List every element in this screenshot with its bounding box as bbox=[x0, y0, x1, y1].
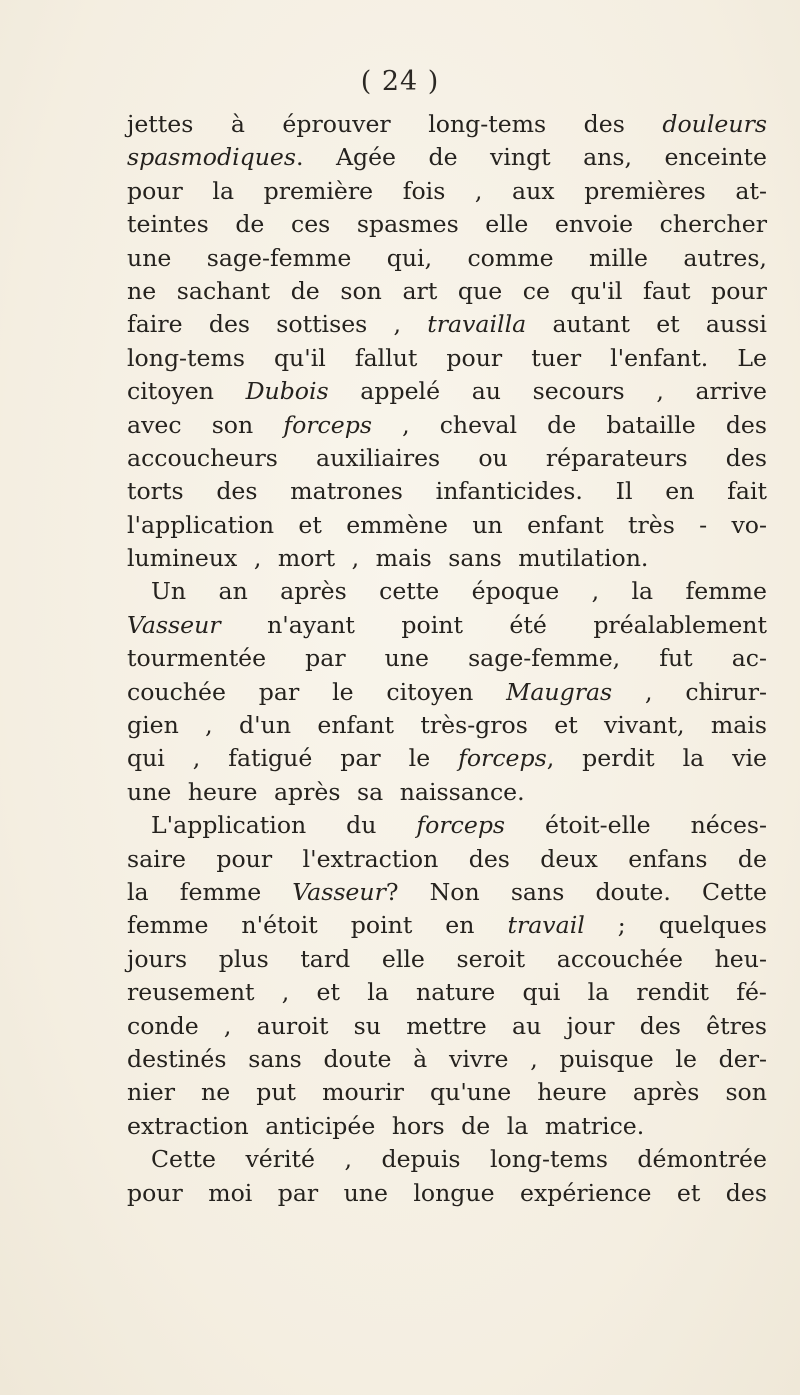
word: ou bbox=[478, 443, 508, 472]
word: qui, bbox=[386, 243, 433, 272]
word: le bbox=[675, 1044, 697, 1073]
word: étoit-elle bbox=[544, 811, 651, 840]
word: conde bbox=[127, 1011, 199, 1040]
word: la bbox=[631, 577, 654, 606]
word: vivant, bbox=[604, 711, 685, 740]
word: femme bbox=[127, 911, 209, 940]
word: chirur- bbox=[685, 677, 767, 706]
word: citoyen bbox=[386, 677, 474, 706]
word: couchée bbox=[127, 677, 226, 706]
word: pour bbox=[446, 343, 503, 372]
word: cette bbox=[379, 577, 440, 606]
word: enfans bbox=[628, 844, 708, 873]
word: , bbox=[591, 577, 600, 606]
text-line bbox=[127, 776, 767, 809]
text-line bbox=[127, 542, 767, 575]
word: été bbox=[509, 610, 547, 639]
word: travail bbox=[507, 911, 585, 940]
word: pour bbox=[127, 1178, 183, 1207]
word: fallut bbox=[354, 343, 418, 372]
word: citoyen bbox=[127, 377, 214, 406]
text-line bbox=[127, 141, 767, 174]
word: nature bbox=[416, 978, 496, 1007]
word: autant bbox=[552, 310, 630, 339]
word: par bbox=[258, 677, 300, 706]
word: sans bbox=[510, 877, 565, 906]
word: matrones bbox=[290, 477, 403, 506]
word: Maugras bbox=[506, 677, 613, 706]
word: put bbox=[256, 1078, 297, 1107]
word: chercher bbox=[659, 210, 767, 239]
word: des bbox=[725, 443, 767, 472]
word: en bbox=[665, 477, 695, 506]
word: , bbox=[205, 711, 213, 740]
word: faut bbox=[643, 276, 691, 305]
word: des bbox=[725, 410, 767, 439]
word: sage-femme bbox=[206, 243, 352, 272]
word: , bbox=[530, 1044, 538, 1073]
word: forceps bbox=[283, 410, 372, 439]
word: reusement bbox=[127, 978, 255, 1007]
word: Cette bbox=[702, 877, 767, 906]
word: moi bbox=[208, 1178, 253, 1207]
word: fois bbox=[402, 176, 446, 205]
word: mutilation. bbox=[518, 544, 649, 573]
word: la bbox=[506, 1111, 529, 1140]
text-line bbox=[127, 1043, 767, 1076]
word: , bbox=[223, 1011, 232, 1040]
word: heure bbox=[187, 777, 258, 806]
word: première bbox=[263, 176, 374, 205]
word: heure bbox=[537, 1078, 607, 1107]
word: art bbox=[402, 276, 438, 305]
word: long-tems bbox=[127, 343, 245, 372]
word: son bbox=[211, 410, 254, 439]
word: teintes bbox=[127, 210, 209, 239]
word: comme bbox=[467, 243, 554, 272]
word: tourmentée bbox=[127, 644, 267, 673]
word: premières bbox=[584, 176, 706, 205]
word: fatigué bbox=[228, 744, 313, 773]
word: sa bbox=[357, 777, 384, 806]
word: , bbox=[656, 377, 664, 406]
word: douleurs bbox=[662, 110, 767, 138]
text-line bbox=[127, 575, 767, 608]
word: ; bbox=[617, 911, 626, 940]
word: et bbox=[298, 510, 322, 539]
word: de bbox=[737, 844, 767, 873]
word: enfant bbox=[317, 711, 395, 740]
word: deux bbox=[540, 844, 598, 873]
word: forceps bbox=[416, 811, 506, 840]
word: extraction bbox=[127, 1111, 249, 1140]
word: très bbox=[628, 510, 675, 539]
word: par bbox=[340, 744, 381, 773]
text-line bbox=[127, 742, 767, 775]
word: Il bbox=[615, 477, 633, 506]
word: l'extraction bbox=[302, 844, 439, 873]
word: tard bbox=[300, 944, 351, 973]
word: éprouver bbox=[282, 110, 391, 138]
word: hors bbox=[391, 1111, 445, 1140]
text-line bbox=[127, 1177, 767, 1210]
word: ces bbox=[290, 210, 331, 239]
word: et bbox=[554, 711, 578, 740]
word: ce bbox=[522, 276, 550, 305]
word: der- bbox=[718, 1044, 767, 1073]
word: au bbox=[471, 377, 501, 406]
word: L'application bbox=[151, 811, 307, 840]
text-line bbox=[127, 442, 767, 475]
word: accouchée bbox=[556, 944, 683, 973]
word: sans bbox=[448, 544, 502, 573]
text-line bbox=[127, 208, 767, 241]
word: vo- bbox=[731, 510, 767, 539]
word: perdit bbox=[582, 744, 655, 773]
word: destinés bbox=[127, 1044, 227, 1073]
word: mais bbox=[375, 544, 432, 573]
word: l'enfant. bbox=[610, 343, 709, 372]
word: nier bbox=[127, 1078, 175, 1107]
text-line bbox=[127, 342, 767, 375]
word: jettes bbox=[127, 110, 194, 138]
word: cheval bbox=[439, 410, 518, 439]
word: très-gros bbox=[420, 711, 528, 740]
word: n'étoit bbox=[241, 911, 318, 940]
word: le bbox=[332, 677, 354, 706]
word: point bbox=[401, 610, 463, 639]
word: , bbox=[393, 310, 402, 339]
word: une bbox=[384, 644, 430, 673]
word: une bbox=[343, 1178, 388, 1207]
word: fait bbox=[727, 477, 767, 506]
word: arrive bbox=[695, 377, 767, 406]
word: , bbox=[192, 744, 201, 773]
word: la bbox=[212, 176, 235, 205]
word: elle bbox=[381, 944, 425, 973]
word: longue bbox=[413, 1178, 495, 1207]
word: qui bbox=[127, 744, 165, 773]
word: Le bbox=[737, 343, 767, 372]
word: autres, bbox=[683, 243, 767, 272]
word: puisque bbox=[559, 1044, 654, 1073]
word: néces- bbox=[690, 811, 767, 840]
word: par bbox=[277, 1178, 319, 1207]
text-line bbox=[127, 809, 767, 842]
word: des bbox=[208, 310, 251, 339]
word: à bbox=[230, 110, 245, 138]
word: un bbox=[472, 510, 503, 539]
word: des bbox=[639, 1011, 681, 1040]
word: qu'il bbox=[570, 276, 623, 305]
text-line bbox=[127, 1110, 767, 1143]
page-number: ( 24 ) bbox=[360, 66, 440, 97]
word: depuis bbox=[381, 1145, 461, 1174]
word: et bbox=[656, 310, 680, 339]
word: auroit bbox=[256, 1011, 329, 1040]
word: rendit bbox=[636, 978, 709, 1007]
word: envoie bbox=[554, 210, 634, 239]
word: préalablement bbox=[593, 610, 767, 639]
word: des bbox=[216, 477, 258, 506]
word: à bbox=[413, 1044, 428, 1073]
word: la bbox=[682, 744, 705, 773]
word: jour bbox=[566, 1011, 615, 1040]
word: vérité bbox=[245, 1145, 315, 1174]
text-line bbox=[127, 175, 767, 208]
word: Cette bbox=[151, 1145, 216, 1174]
word: de bbox=[461, 1111, 491, 1140]
word: l'application bbox=[127, 510, 275, 539]
word: de bbox=[290, 276, 320, 305]
word: Vasseur bbox=[127, 610, 221, 639]
word: ne bbox=[201, 1078, 231, 1107]
word: emmène bbox=[346, 510, 449, 539]
word: faire bbox=[127, 310, 183, 339]
word: travailla bbox=[427, 310, 527, 339]
word: seroit bbox=[456, 944, 526, 973]
word: Agée bbox=[335, 143, 397, 172]
word: , bbox=[474, 176, 483, 205]
text-line bbox=[127, 642, 767, 675]
word: , bbox=[402, 410, 410, 439]
word: de bbox=[428, 143, 458, 172]
text-line bbox=[127, 1010, 767, 1043]
text-line bbox=[127, 1076, 767, 1109]
word: sage-femme, bbox=[468, 644, 621, 673]
word: , bbox=[344, 1145, 352, 1174]
word: at- bbox=[735, 176, 767, 205]
word: , bbox=[644, 677, 653, 706]
word: qui bbox=[522, 978, 561, 1007]
word: femme bbox=[685, 577, 767, 606]
word: infanticides. bbox=[435, 477, 583, 506]
word: tuer bbox=[531, 343, 582, 372]
word: doute. bbox=[595, 877, 671, 906]
word: du bbox=[346, 811, 377, 840]
word: sottises bbox=[276, 310, 368, 339]
word: réparateurs bbox=[545, 443, 688, 472]
text-line bbox=[127, 375, 767, 408]
word: fut bbox=[659, 644, 693, 673]
word: après bbox=[632, 1078, 700, 1107]
text-line bbox=[127, 1143, 767, 1176]
word: aux bbox=[512, 176, 555, 205]
word: lumineux bbox=[127, 544, 238, 573]
word: époque bbox=[471, 577, 560, 606]
word: en bbox=[445, 911, 475, 940]
word: des bbox=[468, 844, 510, 873]
text-line bbox=[127, 409, 767, 442]
text-line bbox=[127, 709, 767, 742]
word: sans bbox=[248, 1044, 302, 1073]
word: après bbox=[280, 577, 347, 606]
word: des bbox=[725, 1178, 767, 1207]
word: mourir bbox=[322, 1078, 404, 1107]
word: la bbox=[587, 978, 610, 1007]
word: n'ayant bbox=[267, 610, 355, 639]
word: qu'il bbox=[273, 343, 326, 372]
word: femme bbox=[179, 877, 262, 906]
word: enfant bbox=[527, 510, 604, 539]
word: heu- bbox=[714, 944, 767, 973]
word: qu'une bbox=[430, 1078, 512, 1107]
word: enceinte bbox=[664, 143, 767, 172]
word: naissance. bbox=[399, 777, 525, 806]
word: saire bbox=[127, 844, 186, 873]
text-line bbox=[127, 609, 767, 642]
word: fé- bbox=[736, 978, 767, 1007]
word: ne bbox=[127, 276, 157, 305]
word: mille bbox=[588, 243, 648, 272]
word: spasmodiques. bbox=[127, 143, 304, 172]
word: quelques bbox=[658, 911, 767, 940]
text-line bbox=[127, 876, 767, 909]
word: et bbox=[676, 1178, 701, 1207]
word: avec bbox=[127, 410, 182, 439]
word: pour bbox=[711, 276, 767, 305]
text-line bbox=[127, 242, 767, 275]
word: mort bbox=[277, 544, 336, 573]
word: anticipée bbox=[265, 1111, 376, 1140]
word: expérience bbox=[519, 1178, 652, 1207]
text-line bbox=[127, 108, 767, 141]
word: la bbox=[127, 877, 149, 906]
word: , bbox=[253, 544, 262, 573]
word: point bbox=[350, 911, 413, 940]
word: et bbox=[316, 978, 340, 1007]
text-line bbox=[127, 676, 767, 709]
text-line bbox=[127, 308, 767, 341]
word: une bbox=[127, 777, 172, 806]
word: bataille bbox=[606, 410, 696, 439]
word: jours bbox=[127, 944, 188, 973]
word: Non bbox=[429, 877, 480, 906]
word: de bbox=[547, 410, 577, 439]
word: auxiliaires bbox=[316, 443, 441, 472]
word: gien bbox=[127, 711, 179, 740]
word: de bbox=[235, 210, 265, 239]
body-text bbox=[127, 108, 767, 1210]
word: long-tems bbox=[489, 1145, 608, 1174]
word: vie bbox=[732, 744, 767, 773]
text-line bbox=[127, 943, 767, 976]
word: après bbox=[273, 777, 341, 806]
word: aussi bbox=[705, 310, 767, 339]
word: sachant bbox=[176, 276, 271, 305]
word: Vasseur? bbox=[292, 877, 399, 906]
word: que bbox=[457, 276, 503, 305]
word: mais bbox=[710, 711, 767, 740]
word: son bbox=[725, 1078, 767, 1107]
word: d'un bbox=[239, 711, 292, 740]
word: mettre bbox=[406, 1011, 487, 1040]
word: Un bbox=[151, 577, 187, 606]
word: doute bbox=[323, 1044, 392, 1073]
word: démontrée bbox=[637, 1145, 767, 1174]
word: son bbox=[340, 276, 382, 305]
word: vingt bbox=[490, 143, 551, 172]
word: des bbox=[583, 110, 625, 138]
word: une bbox=[127, 243, 172, 272]
word: le bbox=[408, 744, 431, 773]
word: au bbox=[512, 1011, 542, 1040]
word: plus bbox=[218, 944, 269, 973]
word: matrice. bbox=[544, 1111, 645, 1140]
word: - bbox=[699, 510, 708, 539]
text-line bbox=[127, 275, 767, 308]
word: pour bbox=[127, 176, 183, 205]
word: ac- bbox=[731, 644, 767, 673]
word: accoucheurs bbox=[127, 443, 278, 472]
word: , bbox=[351, 544, 360, 573]
word: par bbox=[305, 644, 346, 673]
word: êtres bbox=[706, 1011, 767, 1040]
word: long-tems bbox=[428, 110, 547, 138]
word: vivre bbox=[448, 1044, 509, 1073]
word: appelé bbox=[360, 377, 441, 406]
text-line bbox=[127, 475, 767, 508]
text-line bbox=[127, 909, 767, 942]
text-line bbox=[127, 843, 767, 876]
word: Dubois bbox=[245, 377, 329, 406]
word: forceps, bbox=[458, 744, 555, 773]
word: secours bbox=[532, 377, 625, 406]
word: torts bbox=[127, 477, 184, 506]
word: pour bbox=[216, 844, 273, 873]
word: an bbox=[218, 577, 248, 606]
word: elle bbox=[485, 210, 529, 239]
text-line bbox=[127, 509, 767, 542]
text-line bbox=[127, 976, 767, 1009]
word: su bbox=[353, 1011, 381, 1040]
word: ans, bbox=[583, 143, 632, 172]
word: la bbox=[367, 978, 389, 1007]
word: , bbox=[281, 978, 290, 1007]
word: spasmes bbox=[356, 210, 459, 239]
